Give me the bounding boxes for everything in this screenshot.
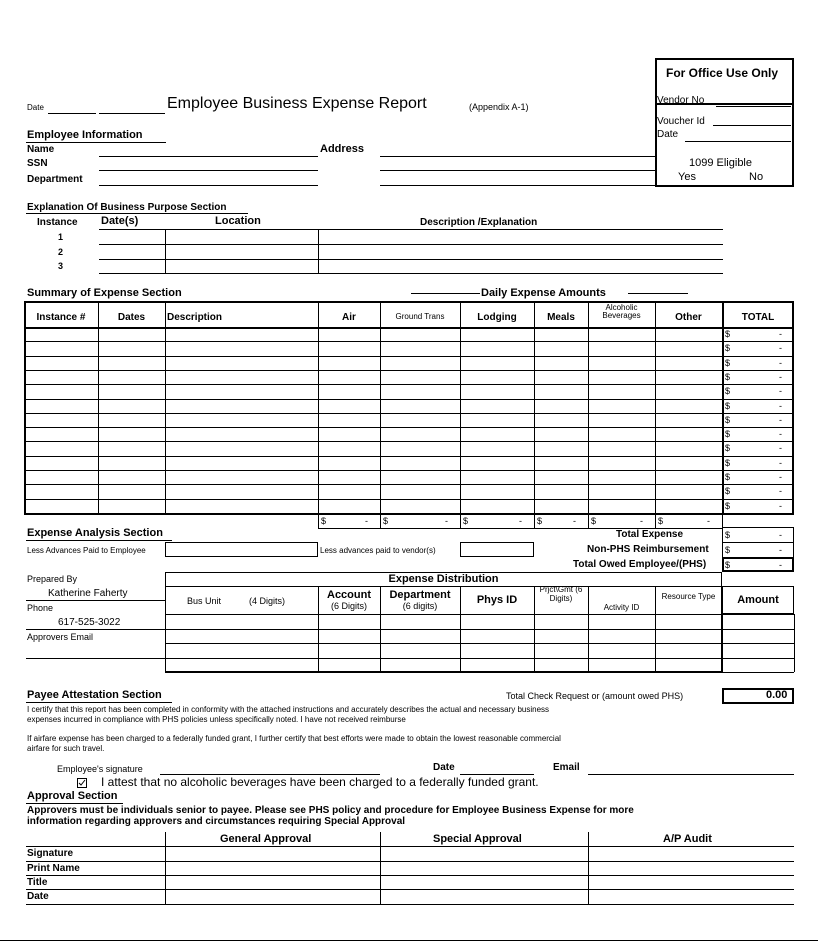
daily-line-right <box>628 293 688 294</box>
row-total-value: - <box>779 429 782 440</box>
row-total-currency: $ <box>725 443 731 454</box>
airfare-line-1: If airfare expense has been charged to a federally funded grant, I further certify that best efforts were made to obtain the lowest reasonable commercial <box>27 734 561 743</box>
row-total-value: - <box>779 400 782 411</box>
purpose-divider-2 <box>318 229 319 273</box>
dist-header-department: Department <box>389 589 451 601</box>
approvers-email-line[interactable] <box>26 658 165 659</box>
office-use-title: For Office Use Only <box>666 66 779 80</box>
phone-label: Phone <box>27 603 54 613</box>
column-total-value: - <box>519 515 522 526</box>
summary-header-description: Description <box>167 312 223 323</box>
voucher-id-field[interactable] <box>713 125 791 126</box>
summary-col-divider <box>165 301 166 513</box>
row-total-currency: $ <box>725 457 731 468</box>
alcohol-attest-checkbox[interactable] <box>77 778 87 788</box>
total-check-label: Total Check Request or (amount owed PHS) <box>506 691 684 701</box>
purpose-line-2[interactable] <box>99 244 723 245</box>
column-total-divider <box>318 515 319 528</box>
approval-row-line-2[interactable] <box>26 861 794 862</box>
eligible-yes[interactable]: Yes <box>678 171 696 183</box>
analysis-total-divider-1 <box>722 542 794 543</box>
purpose-line-4[interactable] <box>99 273 723 274</box>
row-total-value: - <box>779 414 782 425</box>
summary-col-divider <box>534 301 535 513</box>
ssn-label: SSN <box>27 158 48 169</box>
approval-section-underline <box>26 803 123 804</box>
prepared-by-label: Prepared By <box>27 574 78 584</box>
summary-row-line[interactable] <box>24 413 794 414</box>
summary-col-divider <box>318 301 319 513</box>
row-total-currency: $ <box>725 429 731 440</box>
summary-row-line[interactable] <box>24 399 794 400</box>
non-phs-currency: $ <box>725 545 731 555</box>
column-total-value: - <box>707 515 710 526</box>
purpose-section-underline <box>26 213 248 214</box>
vendor-no-label: Vendor No <box>657 95 705 106</box>
phone-line <box>26 629 165 630</box>
appendix-label: (Appendix A-1) <box>469 102 529 112</box>
ssn-field[interactable] <box>99 170 318 171</box>
prepared-by-line <box>26 600 165 601</box>
dist-header-account-sub: (6 Digits) <box>330 601 367 611</box>
date-field-day[interactable] <box>48 113 96 114</box>
distribution-row-line[interactable] <box>165 643 794 644</box>
summary-header-other: Other <box>675 312 702 323</box>
daily-amounts-title: Daily Expense Amounts <box>481 287 606 299</box>
purpose-row-3: 3 <box>58 261 64 271</box>
vendor-no-field[interactable] <box>716 106 791 107</box>
general-approval-header: General Approval <box>220 833 312 845</box>
total-expense-currency: $ <box>725 530 731 540</box>
summary-row-line[interactable] <box>24 456 794 457</box>
row-total-currency: $ <box>725 386 731 397</box>
summary-row-line[interactable] <box>24 441 794 442</box>
approval-note-1: Approvers must be individuals senior to payee. Please see PHS policy and procedure for Employee Business Expense for more <box>27 805 634 816</box>
approval-row-line-5[interactable] <box>26 904 794 905</box>
column-total-currency: $ <box>658 515 664 526</box>
approval-row-date: Date <box>27 891 49 902</box>
prepared-by-name[interactable]: Katherine Faherty <box>48 588 128 599</box>
address-field-2[interactable] <box>380 170 655 171</box>
address-label: Address <box>320 143 365 155</box>
attest-email-label: Email <box>553 762 580 773</box>
eligible-no[interactable]: No <box>749 171 764 183</box>
name-field[interactable] <box>99 156 318 157</box>
purpose-divider-1 <box>165 229 166 273</box>
phone-value[interactable]: 617-525-3022 <box>58 617 121 628</box>
column-total-value: - <box>365 515 368 526</box>
row-total-value: - <box>779 443 782 454</box>
approval-row-signature: Signature <box>27 848 74 859</box>
distribution-right-edge <box>794 614 795 672</box>
date-label: Date <box>27 103 44 112</box>
checkbox-check-icon <box>78 779 86 787</box>
name-label: Name <box>27 144 55 155</box>
non-phs-label: Non-PHS Reimbursement <box>587 544 709 555</box>
total-owed-box <box>722 557 794 572</box>
summary-header-rule <box>24 327 794 329</box>
column-total-currency: $ <box>321 515 327 526</box>
certify-line-1: I certify that this report has been completed in conformity with the attached instructions and accurately describes the actual and necessary business <box>27 705 550 714</box>
row-total-currency: $ <box>725 472 731 482</box>
eligible-label: 1099 Eligible <box>689 157 752 169</box>
daily-line-left <box>411 293 480 294</box>
analysis-section-title: Expense Analysis Section <box>27 527 163 539</box>
column-total-value: - <box>573 515 576 526</box>
row-total-currency: $ <box>725 357 731 368</box>
employee-section-title: Employee Information <box>27 129 143 141</box>
row-total-value: - <box>779 486 782 497</box>
column-total-value: - <box>640 515 643 526</box>
dist-header-account: Account <box>327 589 371 601</box>
department-label: Department <box>27 174 83 185</box>
column-total-divider <box>588 515 589 528</box>
dist-header-phys-id: Phys ID <box>476 594 518 606</box>
dist-header-prjct: Prjct\Gmt (6 Digits) <box>539 586 583 603</box>
purpose-row-1: 1 <box>58 232 64 242</box>
row-total-currency: $ <box>725 329 731 339</box>
attest-email-field[interactable] <box>588 774 794 775</box>
dist-header-department-sub: (6 digits) <box>402 601 438 611</box>
dist-header-activity: Activity ID <box>603 603 640 612</box>
distribution-row-line[interactable] <box>165 629 794 630</box>
voucher-id-label: Voucher Id <box>657 116 705 127</box>
row-total-currency: $ <box>725 500 731 511</box>
attestation-section-title: Payee Attestation Section <box>27 689 162 701</box>
certify-line-2: expenses incurred in compliance with PHS policies unless specifically noted. I have not received reimburse <box>27 715 406 724</box>
address-field-3[interactable] <box>380 185 655 186</box>
approval-note-2: information regarding approvers and circumstances requiring Special Approval <box>27 816 406 827</box>
summary-header-instance: Instance # <box>36 312 86 323</box>
column-total-currency: $ <box>591 515 597 526</box>
attest-date-label: Date <box>433 762 455 773</box>
row-total-value: - <box>779 329 782 339</box>
purpose-instance-header: Instance <box>37 217 78 228</box>
column-total-value: - <box>445 515 448 526</box>
dist-header-amount: Amount <box>737 594 779 606</box>
approvers-email-label: Approvers Email <box>27 632 94 642</box>
office-date-label: Date <box>657 129 679 140</box>
total-owed-currency: $ <box>725 560 731 570</box>
summary-header-total: TOTAL <box>741 312 775 323</box>
approval-divider-2 <box>380 832 381 904</box>
summary-col-divider <box>460 301 461 513</box>
summary-row-line[interactable] <box>24 427 794 428</box>
column-total-divider <box>534 515 535 528</box>
less-adv-employee-field[interactable] <box>165 542 318 557</box>
distribution-title-rule <box>165 586 794 587</box>
approval-section-title: Approval Section <box>27 790 118 802</box>
column-total-divider <box>460 515 461 528</box>
special-approval-header: Special Approval <box>433 833 522 845</box>
row-total-value: - <box>779 457 782 468</box>
distribution-header-rule <box>165 614 794 615</box>
less-adv-employee-label: Less Advances Paid to Employee <box>27 546 146 555</box>
summary-row-line[interactable] <box>24 370 794 371</box>
ap-audit-header: A/P Audit <box>663 833 712 845</box>
page-title: Employee Business Expense Report <box>167 95 427 112</box>
approval-row-line-4[interactable] <box>26 889 794 890</box>
summary-header-lodging: Lodging <box>477 312 517 323</box>
airfare-line-2: airfare for such travel. <box>27 744 105 753</box>
approval-row-print-name: Print Name <box>27 863 80 874</box>
approval-divider-1 <box>165 832 166 904</box>
summary-row-line[interactable] <box>24 384 794 385</box>
summary-header-alcohol: Alcoholic Beverages <box>602 303 641 321</box>
less-adv-vendor-field[interactable] <box>460 542 534 557</box>
employee-section-underline <box>26 142 166 143</box>
summary-row-line[interactable] <box>24 356 794 357</box>
summary-col-divider <box>588 301 589 513</box>
summary-row-line[interactable] <box>24 513 794 514</box>
row-total-value: - <box>779 371 782 382</box>
analysis-section-underline <box>26 540 172 541</box>
column-total-divider-end <box>722 515 723 528</box>
row-total-value: - <box>779 343 782 354</box>
attestation-section-underline <box>26 702 172 703</box>
purpose-line-3[interactable] <box>99 259 723 260</box>
department-field[interactable] <box>99 185 318 186</box>
total-expense-label: Total Expense <box>616 529 684 540</box>
summary-row-line[interactable] <box>24 499 794 500</box>
purpose-section-title: Explanation Of Business Purpose Section <box>27 202 227 213</box>
summary-row-line[interactable] <box>24 470 794 471</box>
dist-header-four_digits: (4 Digits) <box>249 596 286 606</box>
row-total-value: - <box>779 472 782 482</box>
purpose-line-1 <box>99 229 723 230</box>
approval-divider-3 <box>588 832 589 904</box>
distribution-title: Expense Distribution <box>388 573 499 585</box>
summary-row-line[interactable] <box>24 484 794 485</box>
non-phs-value: - <box>779 545 782 555</box>
dist-header-bus_unit: Bus Unit <box>187 596 222 606</box>
row-total-currency: $ <box>725 400 731 411</box>
purpose-row-2: 2 <box>58 247 64 257</box>
summary-row-line[interactable] <box>24 341 794 342</box>
distribution-row-line[interactable] <box>165 658 794 659</box>
purpose-location-header: Location <box>215 215 261 227</box>
total-expense-value: - <box>779 530 782 540</box>
approval-row-line-1 <box>26 846 794 847</box>
row-total-value: - <box>779 500 782 511</box>
row-total-currency: $ <box>725 486 731 497</box>
total-check-value: 0.00 <box>766 689 788 701</box>
summary-col-divider <box>380 301 381 513</box>
row-total-currency: $ <box>725 371 731 382</box>
column-total-currency: $ <box>383 515 389 526</box>
row-total-value: - <box>779 386 782 397</box>
summary-header-ground: Ground Trans <box>395 312 445 321</box>
row-total-currency: $ <box>725 414 731 425</box>
column-total-divider <box>380 515 381 528</box>
employee-signature-label: Employee's signature <box>57 764 143 774</box>
purpose-dates-header: Date(s) <box>101 215 139 227</box>
summary-header-air: Air <box>342 312 356 323</box>
column-total-divider <box>655 515 656 528</box>
summary-total-divider <box>722 301 724 513</box>
summary-table-frame <box>24 301 794 515</box>
summary-col-divider <box>98 301 99 513</box>
office-date-field[interactable] <box>685 141 791 142</box>
summary-section-title: Summary of Expense Section <box>27 287 182 299</box>
column-total-currency: $ <box>537 515 543 526</box>
summary-header-dates: Dates <box>117 312 146 323</box>
date-field[interactable] <box>99 113 165 114</box>
distribution-row-line[interactable] <box>165 672 794 673</box>
dist-header-resource: Resource Type <box>661 592 716 601</box>
alcohol-attest-label: I attest that no alcoholic beverages have been charged to a federally funded grant. <box>101 775 539 789</box>
summary-header-meals: Meals <box>547 312 575 323</box>
row-total-currency: $ <box>725 343 731 354</box>
purpose-description-header: Description /Explanation <box>420 217 538 228</box>
less-adv-vendor-label: Less advances paid to vendor(s) <box>320 546 436 555</box>
total-owed-label: Total Owed Employee/(PHS) <box>573 559 707 570</box>
page-bottom-border <box>0 940 818 941</box>
column-total-currency: $ <box>463 515 469 526</box>
approval-row-title: Title <box>27 877 48 888</box>
address-field-1[interactable] <box>380 156 655 157</box>
row-total-value: - <box>779 357 782 368</box>
total-owed-value: - <box>779 560 782 570</box>
approval-row-line-3[interactable] <box>26 875 794 876</box>
summary-col-divider <box>655 301 656 513</box>
